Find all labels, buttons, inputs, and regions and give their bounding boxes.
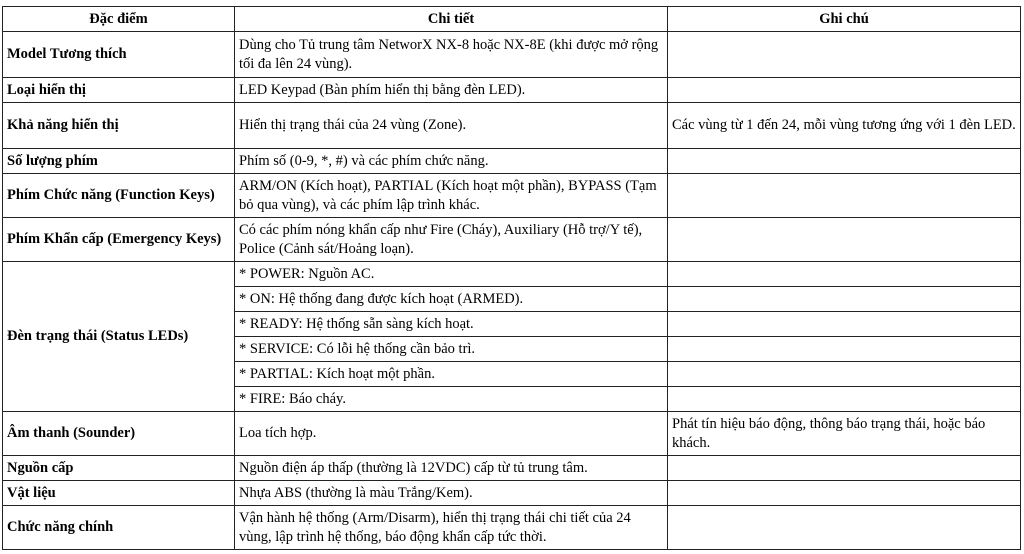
status-led-item: * POWER: Nguồn AC. [235, 262, 668, 287]
status-led-item: * PARTIAL: Kích hoạt một phần. [235, 362, 668, 387]
feature-cell: Số lượng phím [3, 149, 235, 174]
detail-cell: LED Keypad (Bàn phím hiển thị bằng đèn LED). [235, 78, 668, 103]
detail-cell: Loa tích hợp. [235, 412, 668, 456]
table-row [3, 456, 1021, 481]
feature-cell: Vật liệu [3, 481, 235, 506]
detail-cell: Hiển thị trạng thái của 24 vùng (Zone). [235, 103, 668, 149]
detail-cell: Dùng cho Tủ trung tâm NetworX NX-8 hoặc NX-8E (khi được mở rộng tối đa lên 24 vùng). [235, 32, 668, 78]
table-row [3, 149, 1021, 174]
detail-cell: ARM/ON (Kích hoạt), PARTIAL (Kích hoạt một phần), BYPASS (Tạm bỏ qua vùng), và các phím lập trình khác. [235, 174, 668, 218]
note-cell [668, 78, 1021, 103]
feature-cell: Phím Chức năng (Function Keys) [3, 174, 235, 218]
status-led-item: * SERVICE: Có lỗi hệ thống cần bảo trì. [235, 337, 668, 362]
table-row [3, 174, 1021, 218]
detail-cell: Có các phím nóng khẩn cấp như Fire (Cháy), Auxiliary (Hỗ trợ/Y tế), Police (Cảnh sát/Hoảng loạn). [235, 218, 668, 262]
detail-cell: Nhựa ABS (thường là màu Trắng/Kem). [235, 481, 668, 506]
note-cell [668, 362, 1021, 387]
feature-cell: Âm thanh (Sounder) [3, 412, 235, 456]
note-cell: Phát tín hiệu báo động, thông báo trạng thái, hoặc báo khách. [668, 412, 1021, 456]
header-detail: Chi tiết [235, 7, 668, 32]
feature-cell: Chức năng chính [3, 506, 235, 550]
note-cell [668, 456, 1021, 481]
feature-cell: Khả năng hiển thị [3, 103, 235, 149]
note-cell [668, 174, 1021, 218]
note-cell: Các vùng từ 1 đến 24, mỗi vùng tương ứng với 1 đèn LED. [668, 103, 1021, 149]
note-cell [668, 337, 1021, 362]
note-cell [668, 32, 1021, 78]
header-row [3, 7, 1021, 32]
note-cell [668, 218, 1021, 262]
status-led-item: * READY: Hệ thống sẵn sàng kích hoạt. [235, 312, 668, 337]
table-row [3, 218, 1021, 262]
feature-cell: Nguồn cấp [3, 456, 235, 481]
feature-cell: Đèn trạng thái (Status LEDs) [3, 262, 235, 412]
feature-cell: Loại hiển thị [3, 78, 235, 103]
table-row [3, 481, 1021, 506]
note-cell [668, 149, 1021, 174]
note-cell [668, 387, 1021, 412]
header-note: Ghi chú [668, 7, 1021, 32]
note-cell [668, 312, 1021, 337]
detail-cell: Phím số (0-9, *, #) và các phím chức năng. [235, 149, 668, 174]
table-row [3, 32, 1021, 78]
spec-table [2, 6, 1021, 550]
header-feature: Đặc điểm [3, 7, 235, 32]
table-row [3, 78, 1021, 103]
note-cell [668, 506, 1021, 550]
note-cell [668, 481, 1021, 506]
table-row [3, 103, 1021, 149]
note-cell [668, 287, 1021, 312]
table-row [3, 506, 1021, 550]
note-cell [668, 262, 1021, 287]
feature-cell: Model Tương thích [3, 32, 235, 78]
detail-cell: Vận hành hệ thống (Arm/Disarm), hiển thị trạng thái chi tiết của 24 vùng, lập trình hệ thống, báo động khẩn cấp tức thời. [235, 506, 668, 550]
status-led-item: * FIRE: Báo cháy. [235, 387, 668, 412]
table-row [3, 262, 1021, 287]
table-row [3, 412, 1021, 456]
detail-cell: Nguồn điện áp thấp (thường là 12VDC) cấp từ tủ trung tâm. [235, 456, 668, 481]
status-led-item: * ON: Hệ thống đang được kích hoạt (ARMED). [235, 287, 668, 312]
feature-cell: Phím Khẩn cấp (Emergency Keys) [3, 218, 235, 262]
